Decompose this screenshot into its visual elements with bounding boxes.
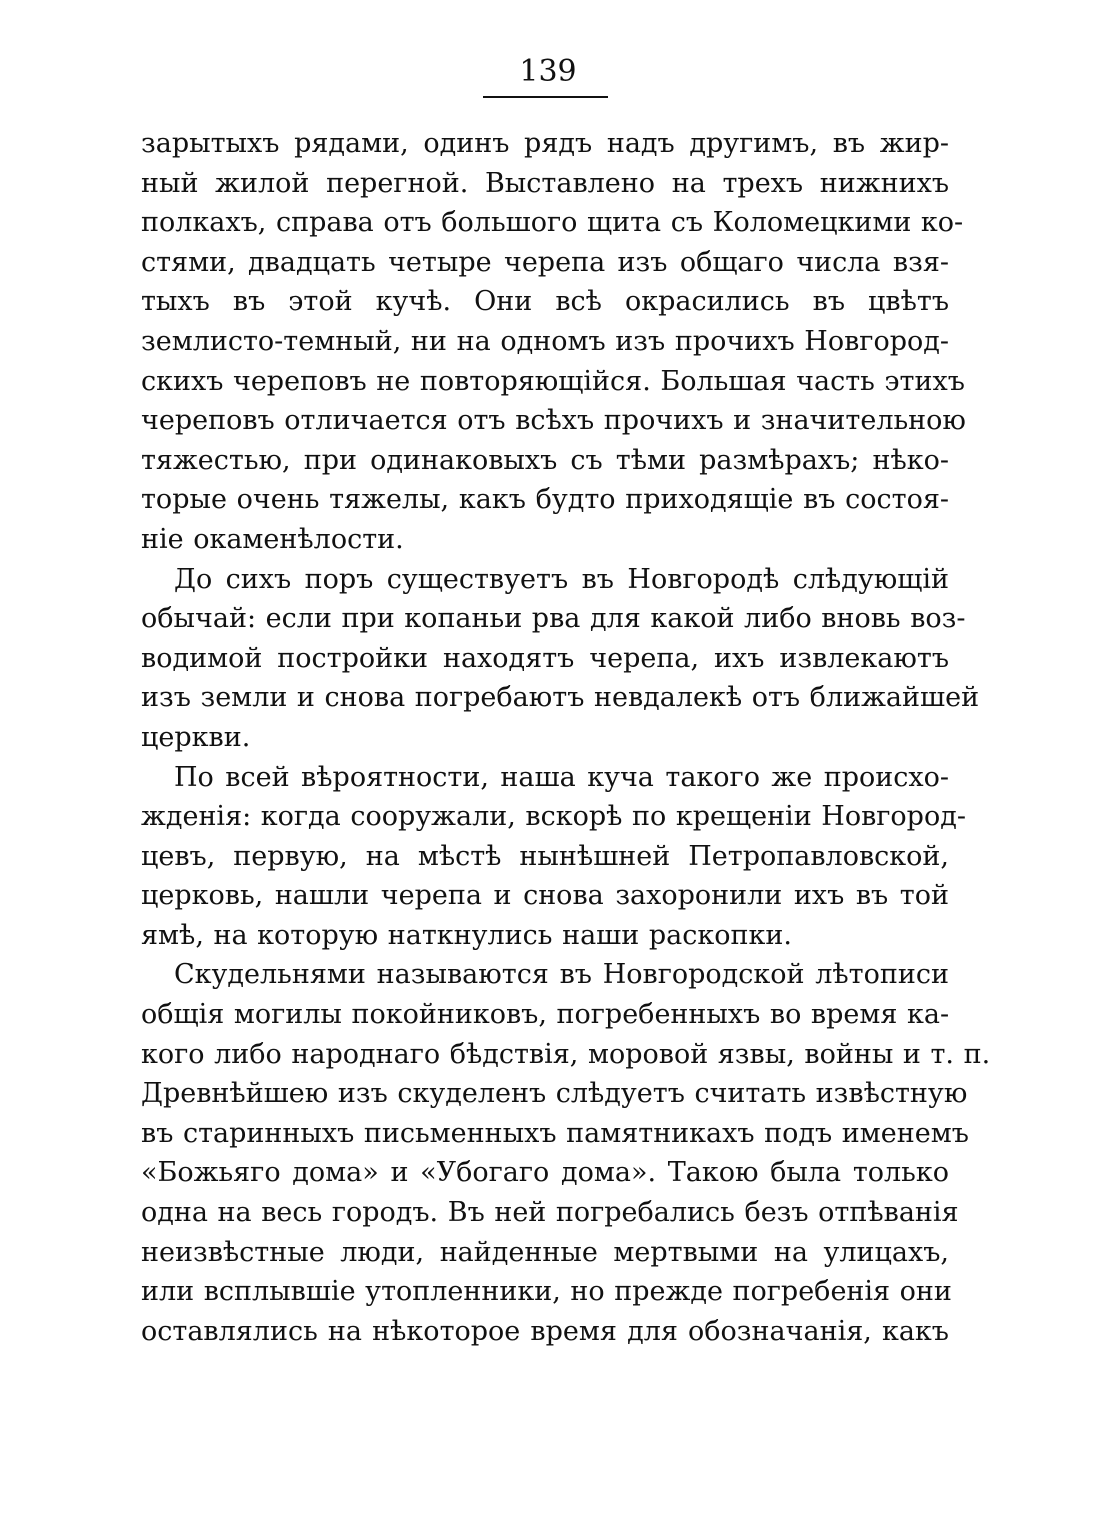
text-line: ямѣ, на которую наткнулись наши раскопки. <box>141 919 792 951</box>
text-line: ный жилой перегной. Выставлено на трехъ нижнихъ <box>141 167 949 199</box>
paragraph <box>141 955 991 1351</box>
text-line: или всплывшіе утопленники, но прежде погребенія они <box>141 1276 952 1308</box>
text-line: водимой постройки находятъ черепа, ихъ извлекаютъ <box>141 642 949 674</box>
text-line: обычай: если при копаньи рва для какой либо вновь воз- <box>141 603 966 635</box>
text-line: По всей вѣроятности, наша куча такого же происхо- <box>174 761 949 793</box>
text-line: торые очень тяжелы, какъ будто приходящіе въ состоя- <box>141 484 949 516</box>
text-line: неизвѣстные люди, найденные мертвыми на улицахъ, <box>141 1236 949 1268</box>
text-line: церковь, нашли черепа и снова захоронили ихъ въ той <box>141 880 949 912</box>
text-line: полкахъ, справа отъ большого щита съ Коломецкими ко- <box>141 207 964 239</box>
text-line: оставлялись на нѣкоторое время для обозначанія, какъ <box>141 1315 949 1347</box>
text-line: церкви. <box>141 721 251 753</box>
body-text <box>141 124 991 1351</box>
text-line: цевъ, первую, на мѣстѣ нынѣшней Петропавловской, <box>141 840 949 872</box>
text-line: жденія: когда сооружали, вскорѣ по крещеніи Новгород- <box>141 801 966 833</box>
text-line: землисто-темный, ни на одномъ изъ прочихъ Новгород- <box>141 325 949 357</box>
text-line: въ старинныхъ письменныхъ памятникахъ подъ именемъ <box>141 1117 969 1149</box>
paragraph <box>141 124 966 560</box>
text-line: ніе окаменѣлости. <box>141 523 404 555</box>
text-line: стями, двадцать четыре черепа изъ общаго числа взя- <box>141 246 949 278</box>
page-number: 139 <box>519 54 577 89</box>
text-line: череповъ отличается отъ всѣхъ прочихъ и значительною <box>141 405 966 437</box>
text-line: общія могилы покойниковъ, погребенныхъ во время ка- <box>141 999 950 1031</box>
text-line: тыхъ въ этой кучѣ. Они всѣ окрасились въ цвѣтъ <box>141 286 949 318</box>
text-line: кого либо народнаго бѣдствія, моровой язвы, войны и т. п. <box>141 1038 991 1070</box>
header-rule <box>483 96 608 98</box>
text-line: зарытыхъ рядами, одинъ рядъ надъ другимъ, въ жир- <box>141 128 949 159</box>
text-line: тяжестью, при одинаковыхъ съ тѣми размѣрахъ; нѣко- <box>141 444 949 476</box>
text-line: скихъ череповъ не повторяющійся. Большая часть этихъ <box>141 365 965 397</box>
text-line: Древнѣйшею изъ скуделенъ слѣдуетъ считать извѣстную <box>141 1078 968 1110</box>
text-line: «Божьяго дома» и «Убогаго дома». Такою была только <box>141 1157 949 1189</box>
text-line: изъ земли и снова погребаютъ невдалекѣ отъ ближайшей <box>141 682 980 714</box>
text-line: До сихъ поръ существуетъ въ Новгородѣ слѣдующій <box>174 563 949 595</box>
paragraph <box>141 758 966 956</box>
paragraph <box>141 560 980 758</box>
text-line: Скудельнями называются въ Новгородской лѣтописи <box>174 959 949 991</box>
text-line: одна на весь городъ. Въ ней погребались безъ отпѣванія <box>141 1197 959 1229</box>
